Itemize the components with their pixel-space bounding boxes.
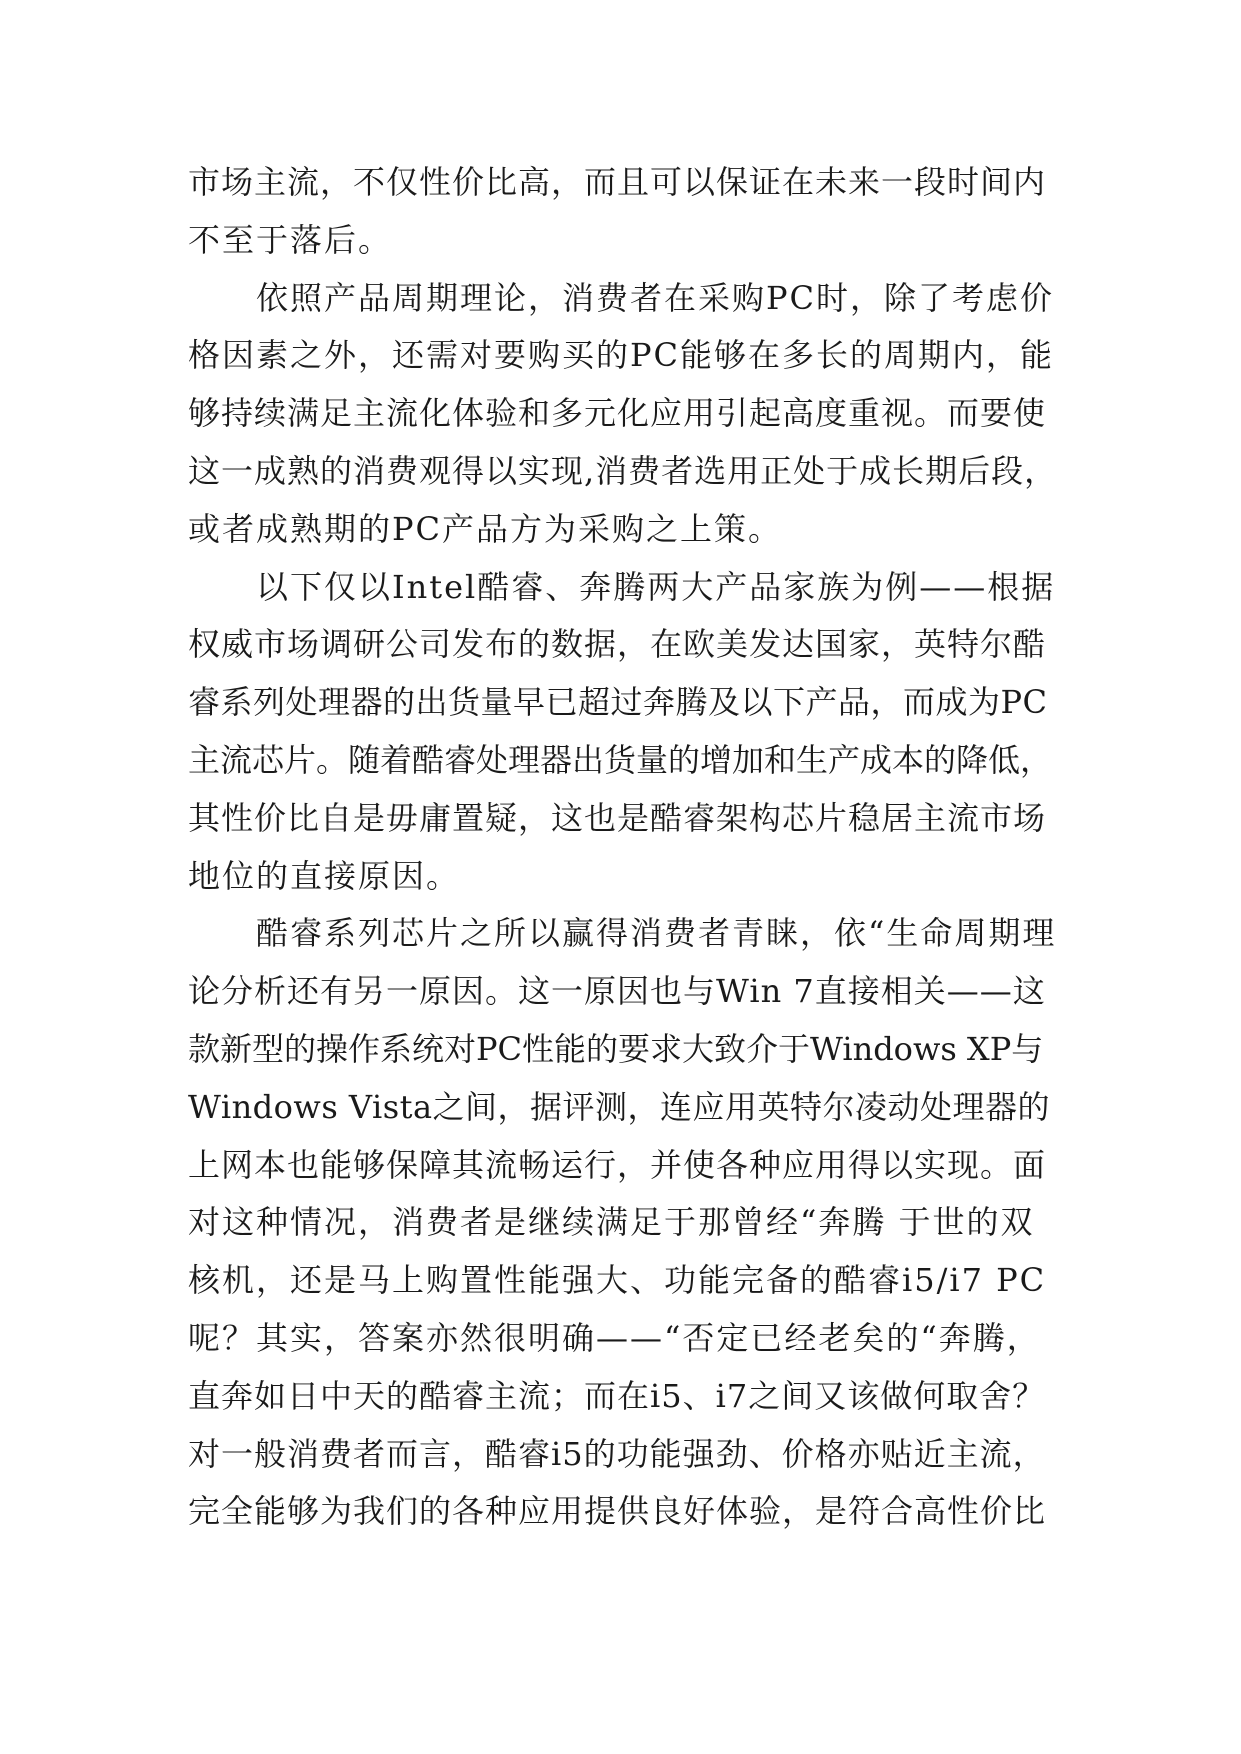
text-line: 地位的直接原因。 <box>188 856 461 895</box>
text-line: 或者成熟期的PC产品方为采购之上策。 <box>188 509 783 548</box>
text-line: 酷睿系列芯片之所以赢得消费者青睐，依“生命周期理 <box>256 914 1057 953</box>
text-line: 其性价比自是毋庸置疑，这也是酷睿架构芯片稳居主流市场 <box>188 798 1047 837</box>
text-line: 格因素之外，还需对要购买的PC能够在多长的周期内，能 <box>188 336 1055 375</box>
text-line: 睿系列处理器的出货量早已超过奔腾及以下产品，而成为PC <box>188 683 1048 722</box>
text-line: 核机，还是马上购置性能强大、功能完备的酷睿i5/i7 PC <box>188 1261 1047 1300</box>
text-line: 对一般消费者而言，酷睿i5的功能强劲、价格亦贴近主流， <box>188 1434 1046 1473</box>
text-line: 够持续满足主流化体验和多元化应用引起高度重视。而要使 <box>188 394 1047 433</box>
document-body <box>188 154 1058 1541</box>
text-line: 论分析还有另一原因。这一原因也与Win 7直接相关——这 <box>188 972 1046 1011</box>
text-line: 上网本也能够保障其流畅运行，并使各种应用得以实现。面 <box>188 1145 1047 1184</box>
text-line: Windows Vista之间，据评测，连应用英特尔凌动处理器的 <box>188 1087 1051 1126</box>
text-line: 权威市场调研公司发布的数据，在欧美发达国家，英特尔酷 <box>188 625 1047 664</box>
text-line: 呢？其实，答案亦然很明确——“否定已经老矣的“奔腾， <box>188 1318 1041 1357</box>
text-line: 以下仅以Intel酷睿、奔腾两大产品家族为例——根据 <box>256 567 1056 606</box>
text-line: 直奔如日中天的酷睿主流；而在i5、i7之间又该做何取舍？ <box>188 1376 1046 1415</box>
text-line: 对这种情况，消费者是继续满足于那曾经“奔腾 于世的双 <box>188 1203 1035 1242</box>
text-line: 主流芯片。随着酷睿处理器出货量的增加和生产成本的降低， <box>188 740 1053 779</box>
text-line: 这一成熟的消费观得以实现,消费者选用正处于成长期后段， <box>188 451 1058 490</box>
text-line: 完全能够为我们的各种应用提供良好体验，是符合高性价比 <box>188 1492 1047 1531</box>
text-line: 款新型的操作系统对PC性能的要求大致介于Windows XP与 <box>188 1029 1044 1068</box>
text-line: 不至于落后。 <box>188 220 393 259</box>
text-line: 市场主流，不仅性价比高，而且可以保证在未来一段时间内 <box>188 163 1047 201</box>
text-line: 依照产品周期理论，消费者在采购PC时，除了考虑价 <box>256 278 1055 317</box>
